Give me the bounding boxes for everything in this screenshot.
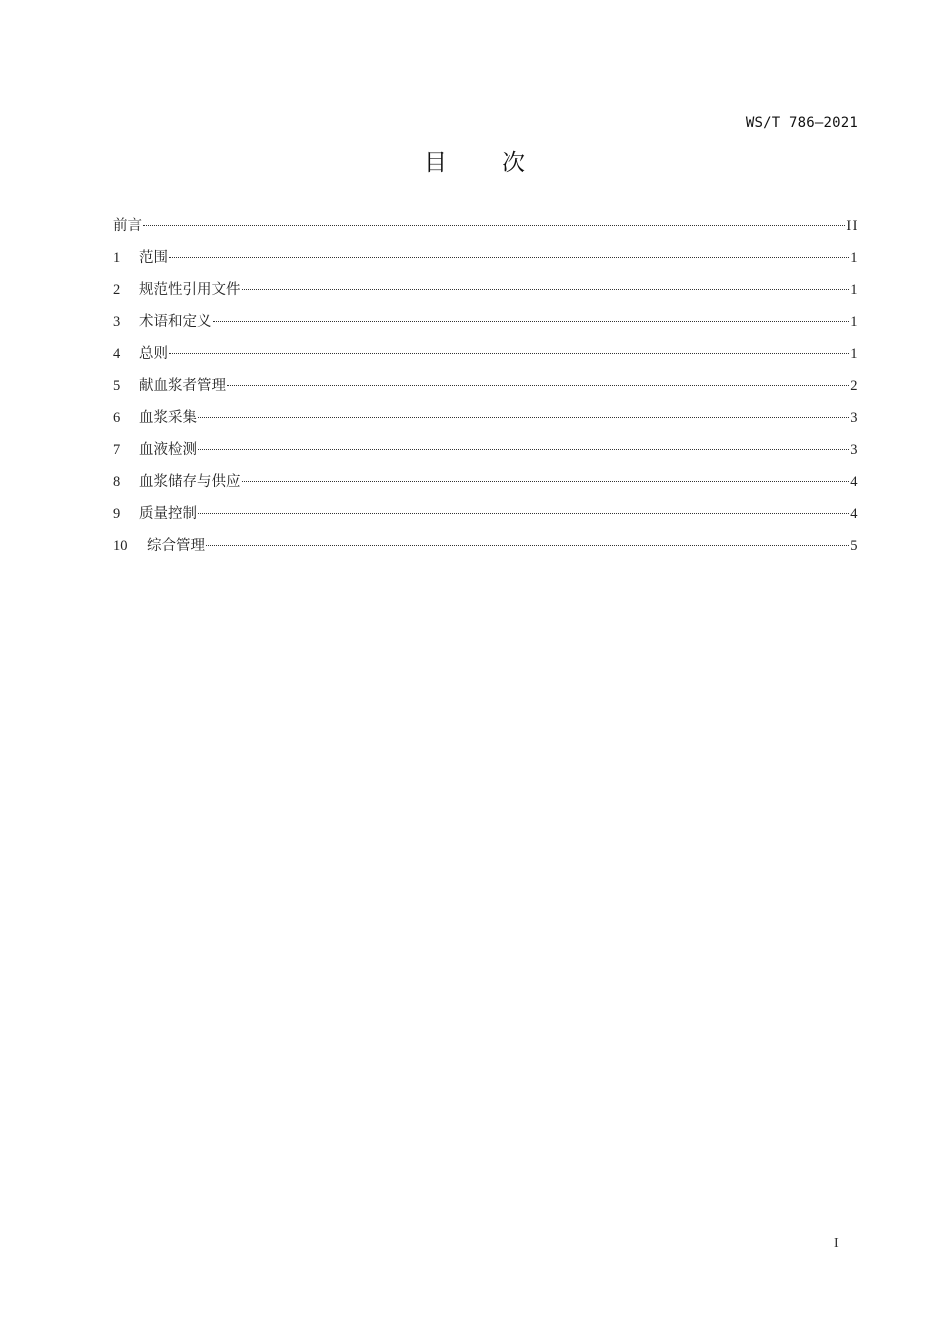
toc-entry-number: 7 [113, 442, 121, 458]
toc-entry-page: 4 [850, 474, 859, 490]
toc-entry-page: II [846, 218, 859, 234]
title-char-1: 目 [424, 150, 448, 176]
dot-leader [198, 449, 849, 450]
toc-entry-label: 术语和定义 [139, 314, 212, 330]
toc-entry-8[interactable] [113, 471, 859, 503]
toc-entry-7[interactable] [113, 439, 859, 471]
dot-leader [242, 289, 850, 290]
table-of-contents [113, 215, 859, 567]
toc-entry-1[interactable] [113, 247, 859, 279]
toc-entry-number: 6 [113, 410, 121, 426]
toc-entry-number: 3 [113, 314, 121, 330]
toc-entry-5[interactable] [113, 375, 859, 407]
toc-entry-page: 4 [850, 506, 859, 522]
dot-leader [242, 481, 850, 482]
toc-entry-page: 1 [850, 250, 859, 266]
toc-entry-page: 5 [850, 538, 859, 554]
toc-entry-label: 范围 [139, 250, 168, 266]
dot-leader [227, 385, 849, 386]
toc-entry-number: 1 [113, 250, 121, 266]
toc-entry-page: 1 [850, 346, 859, 362]
toc-entry-label: 质量控制 [139, 506, 197, 522]
toc-entry-2[interactable] [113, 279, 859, 311]
dot-leader [198, 513, 849, 514]
toc-entry-number: 8 [113, 474, 121, 490]
toc-entry-label: 前言 [113, 218, 142, 234]
toc-entry-page: 1 [850, 282, 859, 298]
toc-entry-label: 血浆采集 [139, 410, 197, 426]
toc-entry-label: 血浆储存与供应 [139, 474, 241, 490]
toc-entry-3[interactable] [113, 311, 859, 343]
toc-entry-label: 献血浆者管理 [139, 378, 226, 394]
toc-entry-label: 血液检测 [139, 442, 197, 458]
dot-leader [213, 321, 850, 322]
toc-entry-number: 4 [113, 346, 121, 362]
dot-leader [143, 225, 845, 226]
dot-leader [206, 545, 849, 546]
toc-entry-number: 2 [113, 282, 121, 298]
dot-leader [198, 417, 849, 418]
toc-entry-9[interactable] [113, 503, 859, 535]
toc-entry-label: 总则 [139, 346, 168, 362]
toc-entry-page: 2 [850, 378, 859, 394]
toc-entry-4[interactable] [113, 343, 859, 375]
dot-leader [169, 257, 849, 258]
standard-number: WS/T 786—2021 [745, 115, 858, 131]
toc-entry-10[interactable] [113, 535, 859, 567]
page-title [0, 144, 950, 177]
toc-entry-label: 综合管理 [147, 538, 205, 554]
toc-entry-page: 3 [850, 410, 859, 426]
toc-entry-page: 3 [850, 442, 859, 458]
dot-leader [169, 353, 849, 354]
toc-entry-number: 10 [113, 538, 128, 554]
toc-entry-foreword[interactable] [113, 215, 859, 247]
toc-entry-number: 5 [113, 378, 121, 394]
title-char-2: 次 [502, 150, 526, 176]
page-number: I [834, 1236, 839, 1251]
toc-entry-6[interactable] [113, 407, 859, 439]
toc-entry-number: 9 [113, 506, 121, 522]
toc-entry-label: 规范性引用文件 [139, 282, 241, 298]
toc-entry-page: 1 [850, 314, 859, 330]
